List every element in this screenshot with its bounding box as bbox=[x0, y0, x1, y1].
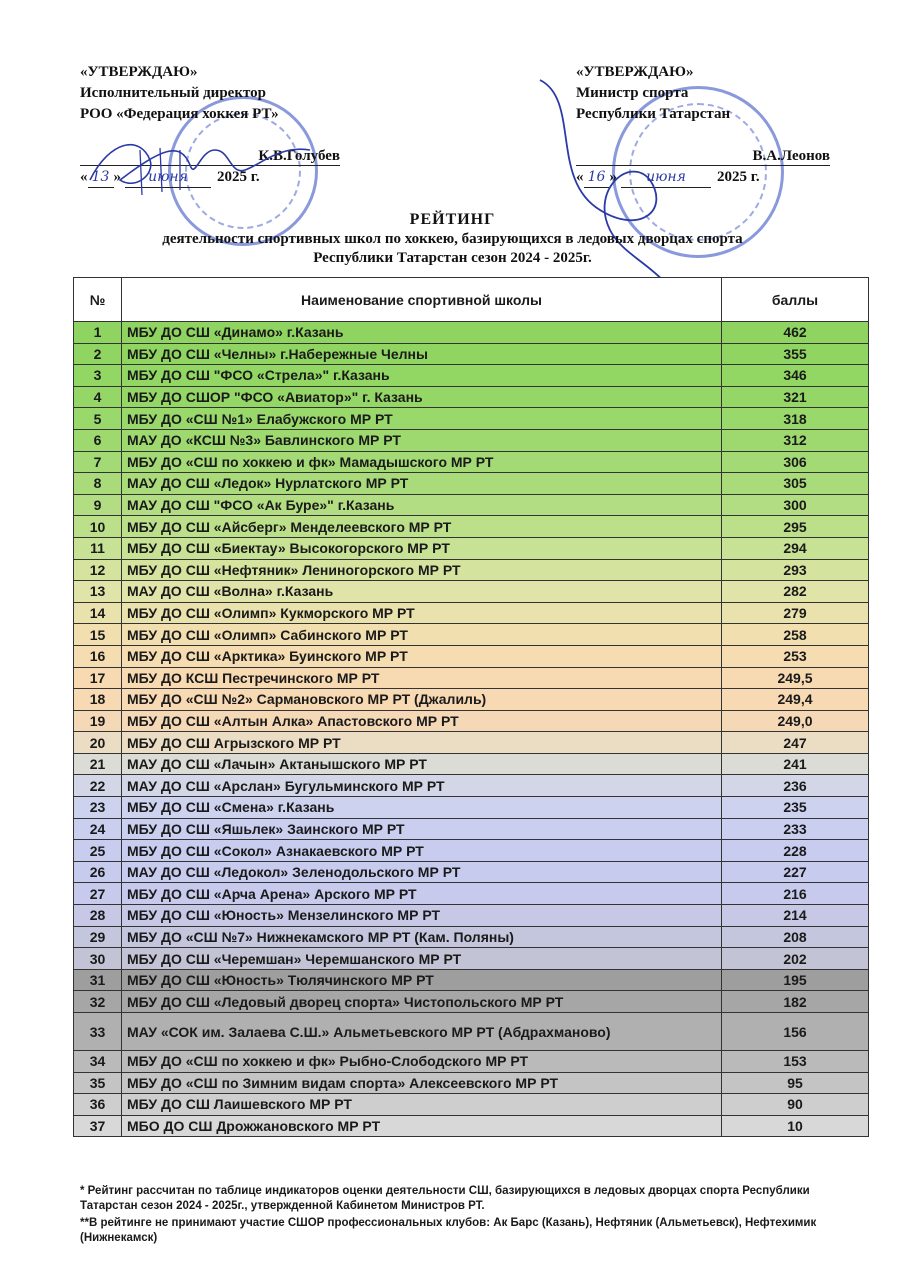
row-points: 282 bbox=[722, 581, 869, 603]
rating-table-body bbox=[74, 322, 869, 1137]
row-school-name: МАУ ДО СШ «Ледок» Нурлатского МР РТ bbox=[122, 473, 722, 495]
table-row bbox=[74, 969, 869, 991]
row-number: 36 bbox=[74, 1094, 122, 1116]
row-school-name: МАУ ДО СШ «Арслан» Бугульминского МР РТ bbox=[122, 775, 722, 797]
row-points: 321 bbox=[722, 386, 869, 408]
row-points: 236 bbox=[722, 775, 869, 797]
row-school-name: МБУ ДО СШ "ФСО «Стрела»" г.Казань bbox=[122, 365, 722, 387]
table-row bbox=[74, 905, 869, 927]
table-row bbox=[74, 991, 869, 1013]
row-number: 30 bbox=[74, 948, 122, 970]
row-points: 305 bbox=[722, 473, 869, 495]
row-number: 32 bbox=[74, 991, 122, 1013]
row-points: 293 bbox=[722, 559, 869, 581]
title-line-1: деятельности спортивных школ по хоккею, базирующихся в ледовых дворцах спорта bbox=[162, 231, 743, 247]
row-number: 14 bbox=[74, 602, 122, 624]
table-row bbox=[74, 732, 869, 754]
signer-name: В.А.Леонов bbox=[752, 148, 830, 164]
date-month: июня bbox=[621, 166, 711, 188]
row-number: 20 bbox=[74, 732, 122, 754]
row-school-name: МБУ ДО СШ «Олимп» Сабинского МР РТ bbox=[122, 624, 722, 646]
row-number: 21 bbox=[74, 753, 122, 775]
table-row bbox=[74, 948, 869, 970]
row-school-name: МБУ ДО СШ «Олимп» Кукморского МР РТ bbox=[122, 602, 722, 624]
row-number: 24 bbox=[74, 818, 122, 840]
table-row bbox=[74, 861, 869, 883]
row-points: 249,0 bbox=[722, 710, 869, 732]
table-row bbox=[74, 581, 869, 603]
table-row bbox=[74, 1051, 869, 1073]
table-row bbox=[74, 386, 869, 408]
approver-organization: РОО «Федерация хоккея РТ» bbox=[80, 106, 279, 122]
row-number: 27 bbox=[74, 883, 122, 905]
row-number: 9 bbox=[74, 494, 122, 516]
header-school-name: Наименование спортивной школы bbox=[122, 278, 722, 322]
title-main: РЕЙТИНГ bbox=[409, 211, 496, 228]
row-points: 312 bbox=[722, 429, 869, 451]
date-day: 13 bbox=[88, 166, 114, 188]
row-school-name: МАУ ДО СШ "ФСО «Ак Буре»" г.Казань bbox=[122, 494, 722, 516]
row-number: 16 bbox=[74, 645, 122, 667]
row-number: 18 bbox=[74, 689, 122, 711]
row-points: 249,4 bbox=[722, 689, 869, 711]
table-row bbox=[74, 365, 869, 387]
row-points: 195 bbox=[722, 969, 869, 991]
row-points: 235 bbox=[722, 797, 869, 819]
table-row bbox=[74, 840, 869, 862]
row-points: 306 bbox=[722, 451, 869, 473]
table-row bbox=[74, 645, 869, 667]
row-points: 241 bbox=[722, 753, 869, 775]
row-school-name: МБУ ДО СШ «Юность» Тюлячинского МР РТ bbox=[122, 969, 722, 991]
row-number: 15 bbox=[74, 624, 122, 646]
row-points: 214 bbox=[722, 905, 869, 927]
table-row bbox=[74, 926, 869, 948]
row-school-name: МБУ ДО КСШ Пестречинского МР РТ bbox=[122, 667, 722, 689]
signer-name: К.В.Голубев bbox=[258, 148, 340, 164]
row-number: 4 bbox=[74, 386, 122, 408]
table-row bbox=[74, 343, 869, 365]
row-school-name: МБУ ДО «СШ по хоккею и фк» Мамадышского МР РТ bbox=[122, 451, 722, 473]
row-school-name: МБУ ДО СШ «Алтын Алка» Апастовского МР РТ bbox=[122, 710, 722, 732]
table-row bbox=[74, 818, 869, 840]
table-row bbox=[74, 451, 869, 473]
header-number: № bbox=[74, 278, 122, 322]
row-number: 7 bbox=[74, 451, 122, 473]
footnotes bbox=[80, 1184, 820, 1248]
table-header-row bbox=[74, 278, 869, 322]
row-school-name: МБУ ДО СШ «Айсберг» Менделеевского МР РТ bbox=[122, 516, 722, 538]
row-school-name: МБУ ДО СШ «Челны» г.Набережные Челны bbox=[122, 343, 722, 365]
row-number: 29 bbox=[74, 926, 122, 948]
row-number: 2 bbox=[74, 343, 122, 365]
row-school-name: МАУ «СОК им. Залаева С.Ш.» Альметьевского МР РТ (Абдрахманово) bbox=[122, 1013, 722, 1051]
row-school-name: МБУ ДО СШ Агрызского МР РТ bbox=[122, 732, 722, 754]
row-number: 17 bbox=[74, 667, 122, 689]
table-row bbox=[74, 408, 869, 430]
date-year: 2025 г. bbox=[717, 169, 760, 185]
table-row bbox=[74, 537, 869, 559]
table-row bbox=[74, 473, 869, 495]
row-number: 25 bbox=[74, 840, 122, 862]
row-points: 279 bbox=[722, 602, 869, 624]
table-row bbox=[74, 429, 869, 451]
row-points: 258 bbox=[722, 624, 869, 646]
row-school-name: МБУ ДО СШ «Яшьлек» Заинского МР РТ bbox=[122, 818, 722, 840]
row-number: 3 bbox=[74, 365, 122, 387]
table-row bbox=[74, 602, 869, 624]
footnote-1: * Рейтинг рассчитан по таблице индикаторов оценки деятельности СШ, базирующихся в ледовых дворцах спорта Республики Татарстан сезон 2024 - 2025г., утвержденной Кабинетом Министров РТ. bbox=[80, 1185, 810, 1212]
row-school-name: МБУ ДО «СШ по хоккею и фк» Рыбно-Слободского МР РТ bbox=[122, 1051, 722, 1073]
approver-position: Исполнительный директор bbox=[80, 85, 266, 101]
row-school-name: МБУ ДО СШ «Юность» Мензелинского МР РТ bbox=[122, 905, 722, 927]
row-number: 26 bbox=[74, 861, 122, 883]
row-school-name: МБУ ДО СШ «Смена» г.Казань bbox=[122, 797, 722, 819]
row-number: 34 bbox=[74, 1051, 122, 1073]
row-points: 227 bbox=[722, 861, 869, 883]
header-points: баллы bbox=[722, 278, 869, 322]
row-points: 202 bbox=[722, 948, 869, 970]
approver-organization: Республики Татарстан bbox=[576, 106, 731, 122]
row-points: 153 bbox=[722, 1051, 869, 1073]
row-school-name: МБУ ДО СШ «Ледовый дворец спорта» Чистопольского МР РТ bbox=[122, 991, 722, 1013]
row-points: 90 bbox=[722, 1094, 869, 1116]
row-number: 22 bbox=[74, 775, 122, 797]
row-number: 19 bbox=[74, 710, 122, 732]
table-row bbox=[74, 1094, 869, 1116]
row-school-name: МБУ ДО СШ «Арча Арена» Арского МР РТ bbox=[122, 883, 722, 905]
table-row bbox=[74, 1115, 869, 1137]
row-school-name: МБУ ДО СШ «Сокол» Азнакаевского МР РТ bbox=[122, 840, 722, 862]
row-number: 12 bbox=[74, 559, 122, 581]
row-number: 31 bbox=[74, 969, 122, 991]
table-row bbox=[74, 322, 869, 344]
row-points: 249,5 bbox=[722, 667, 869, 689]
table-row bbox=[74, 559, 869, 581]
table-row bbox=[74, 689, 869, 711]
row-school-name: МАУ ДО СШ «Лачын» Актанышского МР РТ bbox=[122, 753, 722, 775]
row-number: 11 bbox=[74, 537, 122, 559]
row-points: 253 bbox=[722, 645, 869, 667]
row-school-name: МБУ ДО «СШ №1» Елабужского МР РТ bbox=[122, 408, 722, 430]
date-month: июня bbox=[125, 166, 211, 188]
approver-position: Министр спорта bbox=[576, 85, 689, 101]
date-day: 16 bbox=[584, 166, 610, 188]
title-line-2: Республики Татарстан сезон 2024 - 2025г. bbox=[313, 250, 592, 266]
table-row bbox=[74, 883, 869, 905]
footnote-2: **В рейтинге не принимают участие СШОР профессиональных клубов: Ак Барс (Казань), Нефтяник (Альметьевск), Нефтехимик (Нижнекамск) bbox=[80, 1217, 817, 1244]
row-points: 247 bbox=[722, 732, 869, 754]
table-row bbox=[74, 624, 869, 646]
rating-table bbox=[73, 277, 869, 1137]
row-points: 355 bbox=[722, 343, 869, 365]
row-points: 300 bbox=[722, 494, 869, 516]
table-row bbox=[74, 753, 869, 775]
row-school-name: МБУ ДО СШ «Биектау» Высокогорского МР РТ bbox=[122, 537, 722, 559]
row-school-name: МБУ ДО «СШ №2» Сармановского МР РТ (Джалиль) bbox=[122, 689, 722, 711]
table-row bbox=[74, 667, 869, 689]
row-school-name: МБУ ДО СШ «Нефтяник» Лениногорского МР РТ bbox=[122, 559, 722, 581]
row-school-name: МБУ ДО СШ «Арктика» Буинского МР РТ bbox=[122, 645, 722, 667]
row-number: 33 bbox=[74, 1013, 122, 1051]
row-school-name: МБУ ДО «СШ по Зимним видам спорта» Алексеевского МР РТ bbox=[122, 1072, 722, 1094]
table-row bbox=[74, 1013, 869, 1051]
row-points: 156 bbox=[722, 1013, 869, 1051]
signature-left-icon bbox=[80, 120, 320, 210]
row-points: 462 bbox=[722, 322, 869, 344]
row-school-name: МБУ ДО СШ Лаишевского МР РТ bbox=[122, 1094, 722, 1116]
row-school-name: МБУ ДО СШОР "ФСО «Авиатор»" г. Казань bbox=[122, 386, 722, 408]
row-number: 1 bbox=[74, 322, 122, 344]
table-row bbox=[74, 516, 869, 538]
row-school-name: МБУ ДО СШ «Черемшан» Черемшанского МР РТ bbox=[122, 948, 722, 970]
row-school-name: МАУ ДО «КСШ №3» Бавлинского МР РТ bbox=[122, 429, 722, 451]
row-points: 294 bbox=[722, 537, 869, 559]
row-number: 8 bbox=[74, 473, 122, 495]
table-row bbox=[74, 797, 869, 819]
date-year: 2025 г. bbox=[217, 169, 260, 185]
row-number: 6 bbox=[74, 429, 122, 451]
table-row bbox=[74, 775, 869, 797]
row-number: 5 bbox=[74, 408, 122, 430]
row-number: 28 bbox=[74, 905, 122, 927]
table-row bbox=[74, 494, 869, 516]
row-school-name: МБУ ДО СШ «Динамо» г.Казань bbox=[122, 322, 722, 344]
row-points: 228 bbox=[722, 840, 869, 862]
row-points: 95 bbox=[722, 1072, 869, 1094]
row-points: 295 bbox=[722, 516, 869, 538]
row-school-name: МАУ ДО СШ «Волна» г.Казань bbox=[122, 581, 722, 603]
row-school-name: МБУ ДО «СШ №7» Нижнекамского МР РТ (Кам. Поляны) bbox=[122, 926, 722, 948]
row-school-name: МАУ ДО СШ «Ледокол» Зеленодольского МР РТ bbox=[122, 861, 722, 883]
row-points: 216 bbox=[722, 883, 869, 905]
row-number: 23 bbox=[74, 797, 122, 819]
row-points: 182 bbox=[722, 991, 869, 1013]
row-points: 233 bbox=[722, 818, 869, 840]
approval-heading: «УТВЕРЖДАЮ» bbox=[80, 64, 198, 80]
table-row bbox=[74, 1072, 869, 1094]
approval-date: « 13 » июня 2025 г. bbox=[80, 166, 340, 188]
row-number: 13 bbox=[74, 581, 122, 603]
row-number: 37 bbox=[74, 1115, 122, 1137]
row-points: 318 bbox=[722, 408, 869, 430]
row-points: 208 bbox=[722, 926, 869, 948]
approval-heading: «УТВЕРЖДАЮ» bbox=[576, 64, 694, 80]
row-points: 346 bbox=[722, 365, 869, 387]
approval-date: « 16 » июня 2025 г. bbox=[576, 166, 830, 188]
row-school-name: МБО ДО СШ Дрожжановского МР РТ bbox=[122, 1115, 722, 1137]
document-title bbox=[60, 210, 845, 268]
table-row bbox=[74, 710, 869, 732]
row-number: 10 bbox=[74, 516, 122, 538]
row-points: 10 bbox=[722, 1115, 869, 1137]
row-number: 35 bbox=[74, 1072, 122, 1094]
